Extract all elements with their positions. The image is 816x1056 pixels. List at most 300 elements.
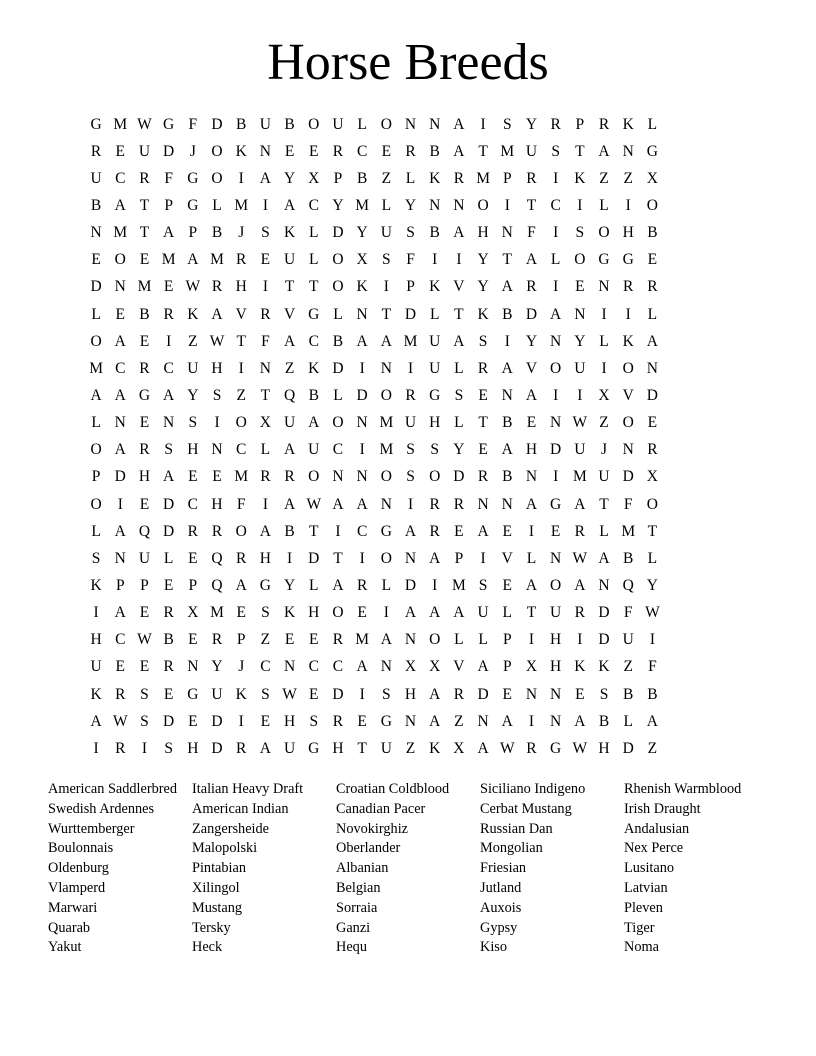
grid-letter[interactable]: N: [598, 278, 610, 296]
grid-letter[interactable]: A: [90, 712, 102, 730]
grid-letter[interactable]: C: [332, 441, 344, 459]
grid-letter[interactable]: N: [453, 196, 465, 214]
grid-letter[interactable]: T: [502, 251, 513, 269]
grid-letter[interactable]: A: [114, 522, 126, 540]
grid-letter[interactable]: N: [404, 712, 417, 730]
grid-letter[interactable]: V: [525, 359, 538, 377]
grid-letter[interactable]: G: [90, 115, 102, 133]
grid-letter[interactable]: X: [187, 604, 199, 622]
grid-letter[interactable]: E: [647, 251, 658, 269]
grid-letter[interactable]: A: [646, 332, 658, 350]
grid-letter[interactable]: N: [283, 658, 296, 676]
grid-letter[interactable]: X: [598, 386, 610, 404]
grid-letter[interactable]: J: [238, 658, 245, 676]
grid-letter[interactable]: R: [526, 169, 537, 187]
grid-letter[interactable]: U: [259, 115, 271, 133]
grid-letter[interactable]: S: [406, 441, 415, 459]
grid-letter[interactable]: M: [89, 359, 103, 377]
grid-letter[interactable]: S: [478, 576, 488, 594]
grid-letter[interactable]: M: [234, 196, 249, 214]
grid-letter[interactable]: N: [404, 631, 417, 649]
grid-letter[interactable]: A: [501, 441, 513, 459]
grid-letter[interactable]: I: [601, 305, 607, 323]
grid-letter[interactable]: T: [478, 414, 488, 432]
grid-letter[interactable]: A: [114, 332, 126, 350]
grid-letter[interactable]: P: [406, 278, 415, 296]
grid-letter[interactable]: A: [380, 631, 392, 649]
grid-letter[interactable]: A: [574, 495, 586, 513]
grid-letter[interactable]: R: [284, 468, 295, 486]
grid-letter[interactable]: A: [235, 576, 247, 594]
grid-letter[interactable]: A: [574, 712, 586, 730]
grid-letter[interactable]: T: [478, 142, 488, 160]
grid-letter[interactable]: D: [622, 739, 634, 757]
grid-letter[interactable]: U: [429, 359, 441, 377]
grid-letter[interactable]: E: [309, 685, 319, 703]
grid-letter[interactable]: Y: [646, 576, 658, 594]
grid-letter[interactable]: O: [90, 441, 102, 459]
grid-letter[interactable]: I: [238, 169, 244, 187]
grid-letter[interactable]: E: [357, 712, 367, 730]
grid-letter[interactable]: X: [259, 414, 271, 432]
grid-letter[interactable]: D: [404, 305, 417, 323]
grid-letter[interactable]: A: [477, 658, 489, 676]
grid-letter[interactable]: A: [163, 386, 175, 404]
grid-letter[interactable]: R: [236, 251, 247, 269]
grid-letter[interactable]: F: [406, 251, 415, 269]
grid-letter[interactable]: C: [115, 631, 126, 649]
grid-letter[interactable]: U: [429, 332, 441, 350]
grid-letter[interactable]: L: [623, 712, 633, 730]
grid-letter[interactable]: X: [429, 658, 441, 676]
grid-letter[interactable]: G: [163, 115, 175, 133]
grid-letter[interactable]: S: [309, 712, 319, 730]
grid-letter[interactable]: X: [646, 169, 658, 187]
grid-letter[interactable]: R: [332, 712, 344, 730]
grid-letter[interactable]: B: [429, 224, 440, 242]
grid-letter[interactable]: U: [404, 414, 417, 432]
grid-letter[interactable]: Y: [356, 224, 368, 242]
grid-letter[interactable]: R: [115, 685, 126, 703]
grid-letter[interactable]: O: [211, 169, 223, 187]
grid-letter[interactable]: R: [453, 495, 465, 513]
grid-letter[interactable]: U: [380, 739, 392, 757]
grid-letter[interactable]: A: [90, 386, 102, 404]
grid-letter[interactable]: H: [187, 441, 199, 459]
grid-letter[interactable]: S: [551, 142, 560, 160]
grid-letter[interactable]: D: [163, 142, 175, 160]
grid-letter[interactable]: T: [526, 196, 537, 214]
grid-letter[interactable]: P: [188, 224, 198, 242]
grid-letter[interactable]: T: [333, 549, 343, 567]
grid-letter[interactable]: M: [355, 196, 370, 214]
grid-letter[interactable]: X: [525, 658, 538, 676]
grid-letter[interactable]: N: [429, 115, 441, 133]
grid-letter[interactable]: U: [90, 658, 102, 676]
grid-letter[interactable]: O: [211, 142, 223, 160]
grid-letter[interactable]: X: [453, 739, 465, 757]
grid-letter[interactable]: L: [381, 196, 392, 214]
grid-letter[interactable]: O: [477, 196, 489, 214]
grid-letter[interactable]: A: [453, 224, 465, 242]
grid-letter[interactable]: G: [598, 251, 610, 269]
grid-letter[interactable]: Y: [525, 332, 538, 350]
grid-letter[interactable]: O: [380, 468, 392, 486]
grid-letter[interactable]: C: [356, 522, 368, 540]
grid-letter[interactable]: N: [211, 441, 223, 459]
grid-letter[interactable]: M: [379, 441, 394, 459]
grid-letter[interactable]: N: [356, 468, 368, 486]
grid-letter[interactable]: N: [114, 414, 126, 432]
grid-letter[interactable]: S: [164, 441, 173, 459]
grid-letter[interactable]: A: [501, 278, 513, 296]
grid-letter[interactable]: R: [163, 305, 174, 323]
grid-letter[interactable]: I: [141, 739, 148, 757]
grid-letter[interactable]: W: [572, 414, 588, 432]
grid-letter[interactable]: T: [526, 604, 537, 622]
grid-letter[interactable]: I: [649, 631, 655, 649]
grid-letter[interactable]: N: [525, 468, 538, 486]
grid-letter[interactable]: B: [163, 631, 174, 649]
grid-letter[interactable]: M: [452, 576, 466, 594]
grid-letter[interactable]: M: [161, 251, 176, 269]
grid-letter[interactable]: J: [601, 441, 608, 459]
grid-letter[interactable]: G: [646, 142, 658, 160]
grid-letter[interactable]: P: [188, 576, 198, 594]
grid-letter[interactable]: A: [163, 468, 175, 486]
grid-letter[interactable]: F: [623, 604, 633, 622]
grid-letter[interactable]: F: [236, 495, 246, 513]
grid-letter[interactable]: A: [380, 332, 392, 350]
grid-letter[interactable]: K: [622, 332, 634, 350]
grid-letter[interactable]: V: [283, 305, 296, 323]
grid-letter[interactable]: A: [356, 332, 368, 350]
grid-letter[interactable]: R: [187, 522, 199, 540]
grid-letter[interactable]: E: [550, 522, 561, 540]
grid-letter[interactable]: L: [357, 115, 367, 133]
grid-letter[interactable]: B: [598, 712, 610, 730]
grid-letter[interactable]: H: [211, 359, 223, 377]
grid-letter[interactable]: H: [477, 224, 489, 242]
grid-letter[interactable]: R: [163, 658, 174, 676]
grid-letter[interactable]: A: [477, 739, 489, 757]
grid-letter[interactable]: Q: [622, 576, 634, 594]
grid-letter[interactable]: E: [115, 658, 126, 676]
grid-letter[interactable]: O: [332, 251, 344, 269]
grid-letter[interactable]: W: [572, 549, 588, 567]
grid-letter[interactable]: G: [308, 305, 320, 323]
grid-letter[interactable]: D: [477, 685, 489, 703]
grid-letter[interactable]: B: [90, 196, 102, 214]
grid-letter[interactable]: A: [283, 441, 296, 459]
grid-letter[interactable]: B: [647, 224, 658, 242]
grid-letter[interactable]: P: [91, 468, 101, 486]
grid-letter[interactable]: S: [261, 224, 270, 242]
grid-letter[interactable]: O: [598, 224, 610, 242]
grid-letter[interactable]: U: [308, 441, 320, 459]
grid-letter[interactable]: Y: [477, 278, 489, 296]
grid-letter[interactable]: H: [211, 495, 223, 513]
grid-letter[interactable]: A: [187, 251, 199, 269]
grid-letter[interactable]: D: [332, 224, 344, 242]
grid-letter[interactable]: H: [429, 414, 441, 432]
grid-letter[interactable]: N: [114, 278, 126, 296]
grid-letter[interactable]: C: [115, 359, 126, 377]
grid-letter[interactable]: S: [454, 386, 464, 404]
grid-letter[interactable]: U: [283, 251, 296, 269]
grid-letter[interactable]: H: [550, 658, 562, 676]
grid-letter[interactable]: R: [453, 169, 465, 187]
grid-letter[interactable]: M: [113, 224, 128, 242]
grid-letter[interactable]: S: [575, 224, 585, 242]
grid-letter[interactable]: O: [622, 359, 634, 377]
grid-letter[interactable]: F: [623, 495, 633, 513]
grid-letter[interactable]: N: [550, 712, 562, 730]
grid-letter[interactable]: H: [622, 224, 634, 242]
grid-letter[interactable]: R: [236, 549, 247, 567]
grid-letter[interactable]: R: [139, 441, 150, 459]
grid-letter[interactable]: N: [429, 196, 441, 214]
grid-letter[interactable]: B: [502, 468, 513, 486]
grid-letter[interactable]: R: [429, 522, 440, 540]
grid-letter[interactable]: N: [550, 414, 562, 432]
grid-letter[interactable]: S: [188, 414, 198, 432]
grid-letter[interactable]: I: [553, 224, 559, 242]
grid-letter[interactable]: S: [478, 332, 488, 350]
grid-letter[interactable]: K: [574, 169, 586, 187]
grid-letter[interactable]: F: [164, 169, 173, 187]
grid-letter[interactable]: Z: [405, 739, 416, 757]
grid-letter[interactable]: Z: [188, 332, 198, 350]
grid-letter[interactable]: B: [623, 549, 634, 567]
grid-letter[interactable]: R: [211, 278, 223, 296]
grid-letter[interactable]: T: [357, 739, 367, 757]
grid-letter[interactable]: Z: [647, 739, 658, 757]
grid-letter[interactable]: L: [526, 549, 537, 567]
grid-letter[interactable]: R: [405, 142, 416, 160]
grid-letter[interactable]: A: [453, 604, 465, 622]
grid-letter[interactable]: E: [188, 468, 198, 486]
grid-letter[interactable]: N: [646, 359, 658, 377]
grid-letter[interactable]: A: [308, 414, 320, 432]
grid-letter[interactable]: Z: [284, 359, 295, 377]
grid-letter[interactable]: N: [259, 359, 271, 377]
grid-letter[interactable]: Q: [138, 522, 151, 540]
grid-letter[interactable]: L: [91, 522, 101, 540]
grid-letter[interactable]: D: [550, 441, 562, 459]
grid-letter[interactable]: R: [236, 739, 247, 757]
grid-letter[interactable]: I: [528, 631, 535, 649]
grid-letter[interactable]: D: [598, 604, 610, 622]
grid-letter[interactable]: Q: [211, 549, 223, 567]
grid-letter[interactable]: O: [308, 115, 320, 133]
grid-letter[interactable]: H: [598, 739, 610, 757]
grid-letter[interactable]: N: [550, 549, 562, 567]
grid-letter[interactable]: K: [429, 169, 441, 187]
grid-letter[interactable]: S: [261, 604, 270, 622]
grid-letter[interactable]: E: [115, 142, 126, 160]
grid-letter[interactable]: R: [163, 604, 174, 622]
grid-letter[interactable]: C: [260, 658, 271, 676]
grid-letter[interactable]: O: [646, 495, 658, 513]
grid-letter[interactable]: R: [647, 278, 658, 296]
grid-letter[interactable]: G: [429, 386, 441, 404]
grid-letter[interactable]: U: [598, 468, 610, 486]
grid-letter[interactable]: C: [115, 169, 126, 187]
grid-letter[interactable]: R: [526, 278, 537, 296]
grid-letter[interactable]: F: [648, 658, 657, 676]
grid-letter[interactable]: G: [380, 522, 392, 540]
grid-letter[interactable]: W: [282, 685, 297, 703]
grid-letter[interactable]: I: [407, 495, 414, 513]
grid-letter[interactable]: L: [647, 549, 658, 567]
grid-letter[interactable]: E: [260, 712, 271, 730]
grid-letter[interactable]: W: [572, 739, 588, 757]
grid-letter[interactable]: L: [429, 305, 440, 323]
grid-letter[interactable]: H: [259, 549, 271, 567]
grid-letter[interactable]: I: [359, 549, 365, 567]
grid-letter[interactable]: Q: [283, 386, 296, 404]
grid-letter[interactable]: B: [429, 142, 440, 160]
grid-letter[interactable]: D: [453, 468, 465, 486]
grid-letter[interactable]: W: [499, 739, 515, 757]
grid-letter[interactable]: O: [622, 414, 634, 432]
grid-letter[interactable]: C: [308, 332, 319, 350]
grid-letter[interactable]: H: [404, 685, 417, 703]
grid-letter[interactable]: M: [621, 522, 636, 540]
grid-letter[interactable]: R: [405, 386, 416, 404]
grid-letter[interactable]: H: [550, 631, 562, 649]
grid-letter[interactable]: D: [308, 549, 320, 567]
grid-letter[interactable]: S: [382, 251, 391, 269]
grid-letter[interactable]: W: [137, 115, 152, 133]
grid-letter[interactable]: I: [553, 468, 559, 486]
grid-letter[interactable]: I: [553, 278, 559, 296]
grid-letter[interactable]: F: [527, 224, 536, 242]
grid-letter[interactable]: K: [356, 278, 368, 296]
grid-letter[interactable]: I: [238, 712, 244, 730]
grid-letter[interactable]: N: [187, 658, 199, 676]
grid-letter[interactable]: I: [335, 522, 341, 540]
grid-letter[interactable]: D: [211, 739, 223, 757]
grid-letter[interactable]: B: [236, 115, 247, 133]
grid-letter[interactable]: T: [575, 142, 585, 160]
grid-letter[interactable]: R: [260, 305, 271, 323]
grid-letter[interactable]: I: [117, 495, 123, 513]
grid-letter[interactable]: A: [332, 495, 344, 513]
grid-letter[interactable]: T: [284, 278, 295, 296]
grid-letter[interactable]: R: [90, 142, 102, 160]
grid-letter[interactable]: N: [477, 495, 489, 513]
grid-letter[interactable]: R: [477, 468, 489, 486]
grid-letter[interactable]: E: [139, 332, 150, 350]
grid-letter[interactable]: E: [212, 468, 222, 486]
grid-letter[interactable]: F: [188, 115, 198, 133]
grid-letter[interactable]: J: [189, 142, 196, 160]
grid-letter[interactable]: N: [501, 224, 513, 242]
grid-letter[interactable]: Z: [381, 169, 392, 187]
grid-letter[interactable]: N: [356, 305, 368, 323]
grid-letter[interactable]: V: [453, 658, 465, 676]
grid-letter[interactable]: O: [308, 468, 320, 486]
grid-letter[interactable]: B: [139, 305, 150, 323]
grid-letter[interactable]: A: [501, 712, 513, 730]
grid-letter[interactable]: U: [574, 441, 586, 459]
grid-letter[interactable]: O: [429, 468, 441, 486]
grid-letter[interactable]: Y: [211, 658, 223, 676]
grid-letter[interactable]: O: [332, 278, 344, 296]
grid-letter[interactable]: E: [309, 631, 319, 649]
grid-letter[interactable]: R: [647, 441, 658, 459]
grid-letter[interactable]: N: [550, 685, 562, 703]
grid-letter[interactable]: O: [90, 495, 102, 513]
grid-letter[interactable]: M: [210, 604, 224, 622]
grid-letter[interactable]: A: [404, 522, 417, 540]
grid-letter[interactable]: D: [163, 495, 175, 513]
grid-letter[interactable]: O: [550, 359, 562, 377]
grid-letter[interactable]: U: [138, 549, 151, 567]
grid-letter[interactable]: I: [262, 196, 268, 214]
grid-letter[interactable]: B: [308, 386, 319, 404]
grid-letter[interactable]: N: [622, 441, 634, 459]
grid-letter[interactable]: R: [139, 169, 150, 187]
grid-letter[interactable]: D: [646, 386, 658, 404]
grid-letter[interactable]: M: [500, 142, 515, 160]
grid-letter[interactable]: E: [139, 495, 150, 513]
grid-letter[interactable]: I: [504, 196, 510, 214]
grid-letter[interactable]: B: [647, 685, 658, 703]
grid-letter[interactable]: U: [332, 115, 344, 133]
grid-letter[interactable]: A: [356, 658, 368, 676]
grid-letter[interactable]: B: [284, 115, 295, 133]
grid-letter[interactable]: L: [309, 224, 319, 242]
grid-letter[interactable]: O: [429, 631, 441, 649]
grid-letter[interactable]: I: [480, 549, 486, 567]
grid-letter[interactable]: V: [235, 305, 247, 323]
grid-letter[interactable]: R: [574, 604, 586, 622]
grid-letter[interactable]: T: [236, 332, 246, 350]
grid-letter[interactable]: T: [309, 522, 319, 540]
grid-letter[interactable]: I: [287, 549, 293, 567]
grid-letter[interactable]: D: [404, 576, 417, 594]
grid-letter[interactable]: O: [380, 386, 392, 404]
grid-letter[interactable]: O: [235, 414, 247, 432]
grid-letter[interactable]: X: [308, 169, 320, 187]
grid-letter[interactable]: E: [188, 631, 198, 649]
grid-letter[interactable]: H: [332, 739, 344, 757]
grid-letter[interactable]: N: [114, 549, 126, 567]
grid-letter[interactable]: O: [235, 522, 247, 540]
grid-letter[interactable]: I: [93, 739, 99, 757]
grid-letter[interactable]: S: [430, 441, 440, 459]
grid-letter[interactable]: P: [333, 169, 343, 187]
grid-letter[interactable]: E: [575, 278, 585, 296]
grid-letter[interactable]: A: [429, 685, 441, 703]
grid-letter[interactable]: E: [575, 685, 585, 703]
grid-letter[interactable]: N: [380, 359, 392, 377]
grid-letter[interactable]: A: [574, 576, 586, 594]
grid-letter[interactable]: M: [355, 631, 370, 649]
grid-letter[interactable]: M: [572, 468, 587, 486]
grid-letter[interactable]: O: [90, 332, 102, 350]
grid-letter[interactable]: K: [429, 739, 441, 757]
grid-letter[interactable]: B: [502, 414, 513, 432]
grid-letter[interactable]: C: [236, 441, 247, 459]
grid-letter[interactable]: I: [553, 386, 559, 404]
grid-letter[interactable]: P: [164, 196, 173, 214]
grid-letter[interactable]: A: [453, 142, 465, 160]
grid-letter[interactable]: U: [138, 142, 151, 160]
